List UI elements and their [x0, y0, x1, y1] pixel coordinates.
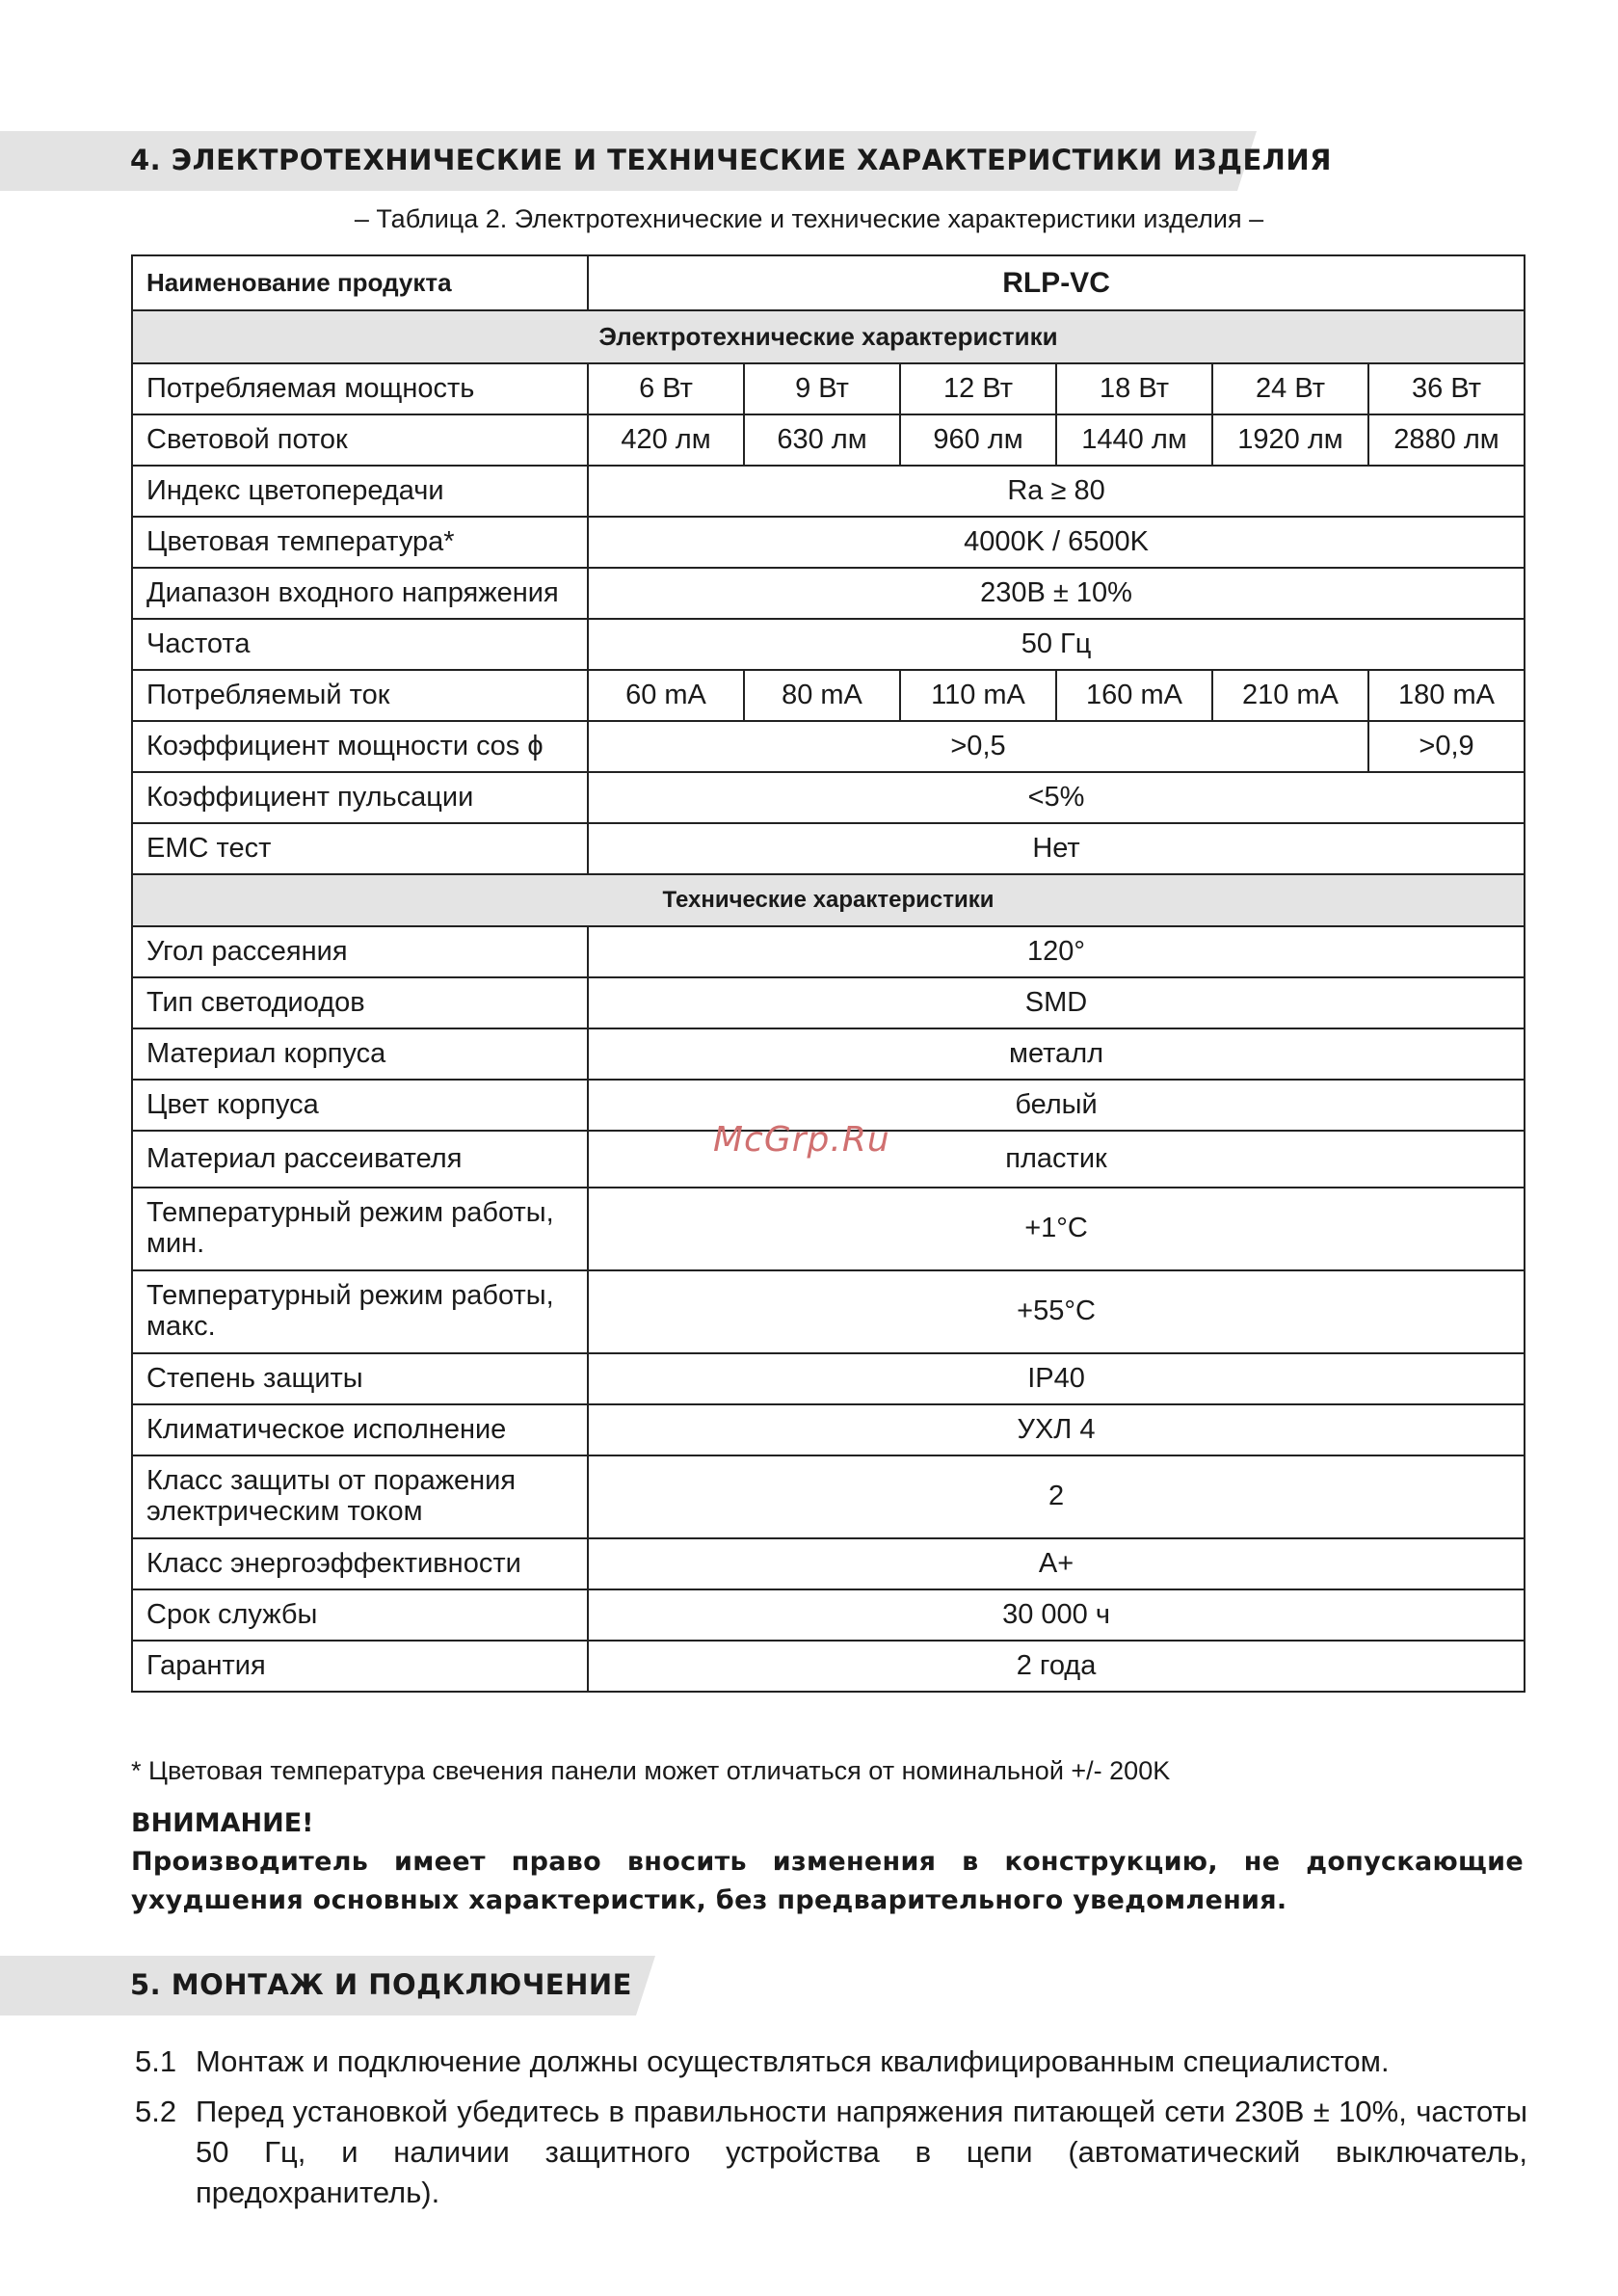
row-label — [132, 1455, 588, 1538]
temp-max-value: +55°С — [588, 1270, 1525, 1353]
cri-value: Ra ≥ 80 — [588, 466, 1525, 517]
table-row-product — [132, 255, 1525, 310]
temp-min-value: +1°С — [588, 1188, 1525, 1270]
section-technical-label: Технические характеристики — [132, 874, 1525, 926]
row-label: Климатическое исполнение — [132, 1404, 588, 1455]
ripple-value: <5% — [588, 772, 1525, 823]
row-label: Диапазон входного напряжения — [132, 568, 588, 619]
table-caption: – Таблица 2. Электротехнические и технические характеристики изделия – — [354, 204, 1264, 233]
table-row-current — [132, 670, 1525, 721]
row-label: Световой поток — [132, 414, 588, 466]
current-cell: 180 mA — [1368, 670, 1525, 721]
table-row-voltage — [132, 568, 1525, 619]
voltage-value: 230В ± 10% — [588, 568, 1525, 619]
row-label: Гарантия — [132, 1641, 588, 1692]
row-label: Угол рассеяния — [132, 926, 588, 977]
power-factor-value-b: >0,9 — [1368, 721, 1525, 772]
power-factor-value-a: >0,5 — [588, 721, 1368, 772]
table-row-climate — [132, 1404, 1525, 1455]
table-row-ip — [132, 1353, 1525, 1404]
product-value: RLP-VC — [588, 255, 1525, 310]
section-electrical-label: Электротехнические характеристики — [132, 310, 1525, 363]
row-label-line-1: Класс защиты от поражения — [146, 1465, 517, 1497]
row-label — [132, 1270, 588, 1353]
section-4-title: 4. ЭЛЕКТРОТЕХНИЧЕСКИЕ И ТЕХНИЧЕСКИЕ ХАРАКТЕРИСТИКИ ИЗДЕЛИЯ — [130, 144, 1332, 176]
current-cell: 80 mA — [744, 670, 900, 721]
row-label: Потребляемый ток — [132, 670, 588, 721]
table-row-emc — [132, 823, 1525, 874]
led-type-value: SMD — [588, 977, 1525, 1028]
power-12w: 12 Вт — [900, 363, 1056, 414]
section-row-electrical — [132, 310, 1525, 363]
flux-cell: 1440 лм — [1056, 414, 1212, 466]
table-row-body-material — [132, 1028, 1525, 1080]
list-item — [135, 2042, 1527, 2082]
power-6w: 6 Вт — [588, 363, 744, 414]
row-label: Материал корпуса — [132, 1028, 588, 1080]
row-label: Срок службы — [132, 1589, 588, 1641]
table-row-flux — [132, 414, 1525, 466]
climate-value: УХЛ 4 — [588, 1404, 1525, 1455]
current-cell: 210 mA — [1212, 670, 1368, 721]
list-item-text: Перед установкой убедитесь в правильности напряжения питающей сети 230В ± 10%, частоты 50 Гц, и наличии защитного устройства в цепи (автоматический выключатель, предохранитель). — [196, 2095, 1527, 2209]
table-row-power — [132, 363, 1525, 414]
row-label-line-1: Температурный режим работы, — [146, 1280, 554, 1312]
power-9w: 9 Вт — [744, 363, 900, 414]
flux-cell: 420 лм — [588, 414, 744, 466]
ip-value: IP40 — [588, 1353, 1525, 1404]
table-row-shock-class — [132, 1455, 1525, 1538]
table-row-lifetime — [132, 1589, 1525, 1641]
flux-cell: 2880 лм — [1368, 414, 1525, 466]
table-row-temp-min — [132, 1188, 1525, 1270]
power-18w: 18 Вт — [1056, 363, 1212, 414]
current-cell: 110 mA — [900, 670, 1056, 721]
section-5-title: 5. МОНТАЖ И ПОДКЛЮЧЕНИЕ — [130, 1968, 632, 2001]
angle-value: 120° — [588, 926, 1525, 977]
table-row-warranty — [132, 1641, 1525, 1692]
row-label: Материал рассеивателя — [132, 1131, 588, 1188]
row-label: Потребляемая мощность — [132, 363, 588, 414]
row-label: Степень защиты — [132, 1353, 588, 1404]
energy-class-value: А+ — [588, 1538, 1525, 1589]
product-label: Наименование продукта — [132, 255, 588, 310]
table-row-led-type — [132, 977, 1525, 1028]
shock-class-value: 2 — [588, 1455, 1525, 1538]
footnote: * Цветовая температура свечения панели может отличаться от номинальной +/- 200K — [131, 1756, 1171, 1785]
body-material-value: металл — [588, 1028, 1525, 1080]
row-label-line-2: мин. — [146, 1228, 205, 1259]
body-color-value: белый — [588, 1080, 1525, 1131]
row-label-line-2: макс. — [146, 1311, 216, 1342]
table-row-ripple — [132, 772, 1525, 823]
table-row-cct — [132, 517, 1525, 568]
current-cell: 160 mA — [1056, 670, 1212, 721]
list-item-number: 5.1 — [135, 2044, 177, 2078]
row-label: Коэффициент мощности cos ϕ — [132, 721, 588, 772]
power-36w: 36 Вт — [1368, 363, 1525, 414]
list-item-text: Монтаж и подключение должны осуществляться квалифицированным специалистом. — [196, 2044, 1390, 2078]
row-label: Коэффициент пульсации — [132, 772, 588, 823]
table-row-temp-max — [132, 1270, 1525, 1353]
power-24w: 24 Вт — [1212, 363, 1368, 414]
list-item-number: 5.2 — [135, 2095, 177, 2128]
spec-table — [131, 254, 1525, 1693]
flux-cell: 960 лм — [900, 414, 1056, 466]
warning-text: Производитель имеет право вносить изменения в конструкцию, не допускающие ухудшения основных характеристик, без предварительного уведомления. — [131, 1847, 1524, 1915]
row-label: Частота — [132, 619, 588, 670]
cct-value: 4000K / 6500K — [588, 517, 1525, 568]
row-label: Тип светодиодов — [132, 977, 588, 1028]
flux-cell: 630 лм — [744, 414, 900, 466]
row-label: Индекс цветопередачи — [132, 466, 588, 517]
frequency-value: 50 Гц — [588, 619, 1525, 670]
row-label-line-2: электрическим током — [146, 1496, 423, 1527]
list-item — [135, 2092, 1527, 2213]
row-label: Цвет корпуса — [132, 1080, 588, 1131]
table-row-angle — [132, 926, 1525, 977]
row-label: ЕМС тест — [132, 823, 588, 874]
warning-title: ВНИМАНИЕ! — [131, 1808, 314, 1838]
emc-value: Нет — [588, 823, 1525, 874]
diffuser-value: пластик — [588, 1131, 1525, 1188]
flux-cell: 1920 лм — [1212, 414, 1368, 466]
table-row-energy-class — [132, 1538, 1525, 1589]
row-label: Класс энергоэффективности — [132, 1538, 588, 1589]
current-cell: 60 mA — [588, 670, 744, 721]
warranty-value: 2 года — [588, 1641, 1525, 1692]
table-row-power-factor — [132, 721, 1525, 772]
section-row-technical — [132, 874, 1525, 926]
row-label: Цветовая температура* — [132, 517, 588, 568]
lifetime-value: 30 000 ч — [588, 1589, 1525, 1641]
table-row-cri — [132, 466, 1525, 517]
watermark: McGrp.Ru — [713, 1120, 890, 1160]
table-row-frequency — [132, 619, 1525, 670]
row-label — [132, 1188, 588, 1270]
row-label-line-1: Температурный режим работы, — [146, 1197, 554, 1229]
